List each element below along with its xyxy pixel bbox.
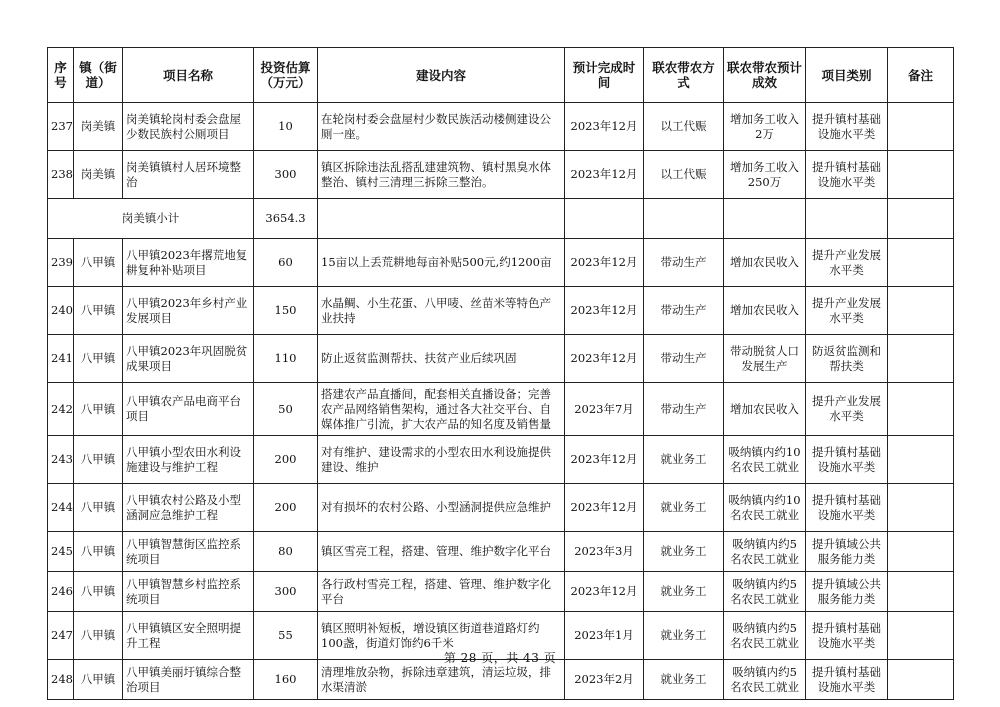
header-effect: 联农带农预计成效 xyxy=(724,48,806,103)
row-finish-date: 2023年12月 xyxy=(565,239,644,287)
table-row xyxy=(48,532,954,572)
row-finish-date: 2023年2月 xyxy=(565,660,644,700)
row-remark xyxy=(888,287,954,335)
row-category: 提升镇域公共服务能力类 xyxy=(806,532,888,572)
row-remark xyxy=(888,239,954,287)
row-number: 242 xyxy=(48,383,74,436)
row-method: 就业务工 xyxy=(644,572,724,612)
row-town: 八甲镇 xyxy=(74,436,123,484)
row-content: 清理堆放杂物，拆除违章建筑，清运垃圾，排水渠清淤 xyxy=(318,660,565,700)
row-investment: 50 xyxy=(254,383,318,436)
row-effect: 吸纳镇内约5名农民工就业 xyxy=(724,532,806,572)
row-number: 237 xyxy=(48,103,74,151)
row-number: 239 xyxy=(48,239,74,287)
row-town: 八甲镇 xyxy=(74,239,123,287)
page-footer: 第 28 页，共 43 页 xyxy=(443,651,557,665)
table-row xyxy=(48,103,954,151)
table-row xyxy=(48,436,954,484)
table-row xyxy=(48,572,954,612)
row-town: 八甲镇 xyxy=(74,287,123,335)
row-content: 防止返贫监测帮扶、扶贫产业后续巩固 xyxy=(318,335,565,383)
row-category: 提升镇村基础设施水平类 xyxy=(806,151,888,199)
row-finish-date: 2023年1月 xyxy=(565,612,644,660)
row-effect: 吸纳镇内约10名农民工就业 xyxy=(724,484,806,532)
row-method: 以工代赈 xyxy=(644,103,724,151)
row-method: 带动生产 xyxy=(644,335,724,383)
table-row xyxy=(48,151,954,199)
row-category: 提升产业发展水平类 xyxy=(806,383,888,436)
row-number: 244 xyxy=(48,484,74,532)
row-investment: 200 xyxy=(254,484,318,532)
row-effect: 增加农民收入 xyxy=(724,287,806,335)
row-remark xyxy=(888,383,954,436)
row-finish-date: 2023年3月 xyxy=(565,532,644,572)
row-town: 八甲镇 xyxy=(74,572,123,612)
row-town: 八甲镇 xyxy=(74,484,123,532)
row-investment: 60 xyxy=(254,239,318,287)
row-content: 各行政村雪亮工程，搭建、管理、维护数字化平台 xyxy=(318,572,565,612)
row-project-name: 八甲镇农产品电商平台项目 xyxy=(123,383,254,436)
row-content: 对有损坏的农村公路、小型涵洞提供应急维护 xyxy=(318,484,565,532)
row-content: 镇区拆除违法乱搭乱建建筑物、镇村黑臭水体整治、镇村三清理三拆除三整治。 xyxy=(318,151,565,199)
row-category: 提升镇村基础设施水平类 xyxy=(806,103,888,151)
row-investment: 80 xyxy=(254,532,318,572)
row-number: 241 xyxy=(48,335,74,383)
row-finish-date: 2023年12月 xyxy=(565,335,644,383)
table-row xyxy=(48,484,954,532)
row-investment: 300 xyxy=(254,572,318,612)
row-category: 提升产业发展水平类 xyxy=(806,287,888,335)
row-project-name: 八甲镇智慧乡村监控系统项目 xyxy=(123,572,254,612)
row-content: 水晶鲷、小生花蛋、八甲唛、丝苗米等特色产业扶持 xyxy=(318,287,565,335)
row-investment: 150 xyxy=(254,287,318,335)
row-finish-date: 2023年12月 xyxy=(565,572,644,612)
row-investment: 110 xyxy=(254,335,318,383)
row-remark xyxy=(888,151,954,199)
row-effect: 增加农民收入 xyxy=(724,383,806,436)
header-remark: 备注 xyxy=(888,48,954,103)
row-investment: 55 xyxy=(254,612,318,660)
row-project-name: 岗美镇轮岗村委会盘屋少数民族村公厕项目 xyxy=(123,103,254,151)
row-number: 246 xyxy=(48,572,74,612)
row-project-name: 八甲镇智慧街区监控系统项目 xyxy=(123,532,254,572)
table-row xyxy=(48,335,954,383)
header-invest: 投资估算（万元） xyxy=(254,48,318,103)
row-category: 提升镇村基础设施水平类 xyxy=(806,436,888,484)
row-number: 240 xyxy=(48,287,74,335)
row-remark xyxy=(888,484,954,532)
row-town: 岗美镇 xyxy=(74,103,123,151)
row-number: 245 xyxy=(48,532,74,572)
header-town: 镇（街道） xyxy=(74,48,123,103)
row-finish-date: 2023年12月 xyxy=(565,436,644,484)
row-effect: 吸纳镇内约5名农民工就业 xyxy=(724,660,806,700)
row-category: 提升镇村基础设施水平类 xyxy=(806,612,888,660)
row-investment: 10 xyxy=(254,103,318,151)
row-project-name: 八甲镇农村公路及小型涵洞应急维护工程 xyxy=(123,484,254,532)
project-table xyxy=(47,47,954,700)
row-finish-date: 2023年12月 xyxy=(565,484,644,532)
row-town: 八甲镇 xyxy=(74,383,123,436)
row-method: 就业务工 xyxy=(644,484,724,532)
row-finish-date: 2023年12月 xyxy=(565,287,644,335)
row-effect: 带动脱贫人口发展生产 xyxy=(724,335,806,383)
row-finish-date: 2023年12月 xyxy=(565,103,644,151)
row-number: 248 xyxy=(48,660,74,700)
row-number: 247 xyxy=(48,612,74,660)
row-effect: 增加农民收入 xyxy=(724,239,806,287)
row-method: 就业务工 xyxy=(644,532,724,572)
row-category: 提升镇村基础设施水平类 xyxy=(806,484,888,532)
table-row xyxy=(48,239,954,287)
table-row xyxy=(48,287,954,335)
row-effect: 增加务工收入250万 xyxy=(724,151,806,199)
row-remark xyxy=(888,436,954,484)
row-method: 带动生产 xyxy=(644,287,724,335)
row-town: 八甲镇 xyxy=(74,532,123,572)
row-category: 防返贫监测和帮扶类 xyxy=(806,335,888,383)
subtotal-label: 岗美镇小计 xyxy=(48,199,254,239)
subtotal-value: 3654.3 xyxy=(254,199,318,239)
row-project-name: 八甲镇2023年撂荒地复耕复种补贴项目 xyxy=(123,239,254,287)
row-project-name: 八甲镇小型农田水利设施建设与维护工程 xyxy=(123,436,254,484)
row-category: 提升镇村基础设施水平类 xyxy=(806,660,888,700)
row-method: 就业务工 xyxy=(644,660,724,700)
row-project-name: 八甲镇美丽圩镇综合整治项目 xyxy=(123,660,254,700)
row-project-name: 岗美镇镇村人居环境整治 xyxy=(123,151,254,199)
row-investment: 300 xyxy=(254,151,318,199)
row-effect: 吸纳镇内约5名农民工就业 xyxy=(724,572,806,612)
row-number: 243 xyxy=(48,436,74,484)
row-town: 八甲镇 xyxy=(74,612,123,660)
header-category: 项目类别 xyxy=(806,48,888,103)
row-method: 带动生产 xyxy=(644,383,724,436)
row-town: 八甲镇 xyxy=(74,335,123,383)
row-project-name: 八甲镇镇区安全照明提升工程 xyxy=(123,612,254,660)
row-finish-date: 2023年7月 xyxy=(565,383,644,436)
header-finish: 预计完成时间 xyxy=(565,48,644,103)
row-remark xyxy=(888,335,954,383)
subtotal-row xyxy=(48,199,954,239)
row-effect: 吸纳镇内约5名农民工就业 xyxy=(724,612,806,660)
table-row xyxy=(48,383,954,436)
table-header xyxy=(48,48,954,103)
row-category: 提升镇域公共服务能力类 xyxy=(806,572,888,612)
row-investment: 160 xyxy=(254,660,318,700)
row-investment: 200 xyxy=(254,436,318,484)
header-content: 建设内容 xyxy=(318,48,565,103)
row-effect: 增加务工收入2万 xyxy=(724,103,806,151)
row-number: 238 xyxy=(48,151,74,199)
row-finish-date: 2023年12月 xyxy=(565,151,644,199)
row-remark xyxy=(888,532,954,572)
row-method: 就业务工 xyxy=(644,436,724,484)
row-town: 八甲镇 xyxy=(74,660,123,700)
row-content: 15亩以上丢荒耕地每亩补贴500元,约1200亩 xyxy=(318,239,565,287)
row-content: 镇区照明补短板，增设镇区街道巷道路灯约100盏，街道灯饰约6千米 xyxy=(318,612,565,660)
row-remark xyxy=(888,572,954,612)
row-method: 带动生产 xyxy=(644,239,724,287)
row-method: 就业务工 xyxy=(644,612,724,660)
row-category: 提升产业发展水平类 xyxy=(806,239,888,287)
header-no: 序号 xyxy=(48,48,74,103)
row-content: 在轮岗村委会盘屋村少数民族活动楼侧建设公厕一座。 xyxy=(318,103,565,151)
row-project-name: 八甲镇2023年乡村产业发展项目 xyxy=(123,287,254,335)
row-project-name: 八甲镇2023年巩固脱贫成果项目 xyxy=(123,335,254,383)
row-remark xyxy=(888,103,954,151)
row-method: 以工代赈 xyxy=(644,151,724,199)
row-effect: 吸纳镇内约10名农民工就业 xyxy=(724,436,806,484)
row-town: 岗美镇 xyxy=(74,151,123,199)
row-content: 搭建农产品直播间，配套相关直播设备；完善农产品网络销售架构，通过各大社交平台、自媒体推广引流，扩大农产品的知名度及销售量 xyxy=(318,383,565,436)
row-content: 镇区雪亮工程，搭建、管理、维护数字化平台 xyxy=(318,532,565,572)
header-method: 联农带农方式 xyxy=(644,48,724,103)
header-name: 项目名称 xyxy=(123,48,254,103)
row-content: 对有维护、建设需求的小型农田水利设施提供建设、维护 xyxy=(318,436,565,484)
